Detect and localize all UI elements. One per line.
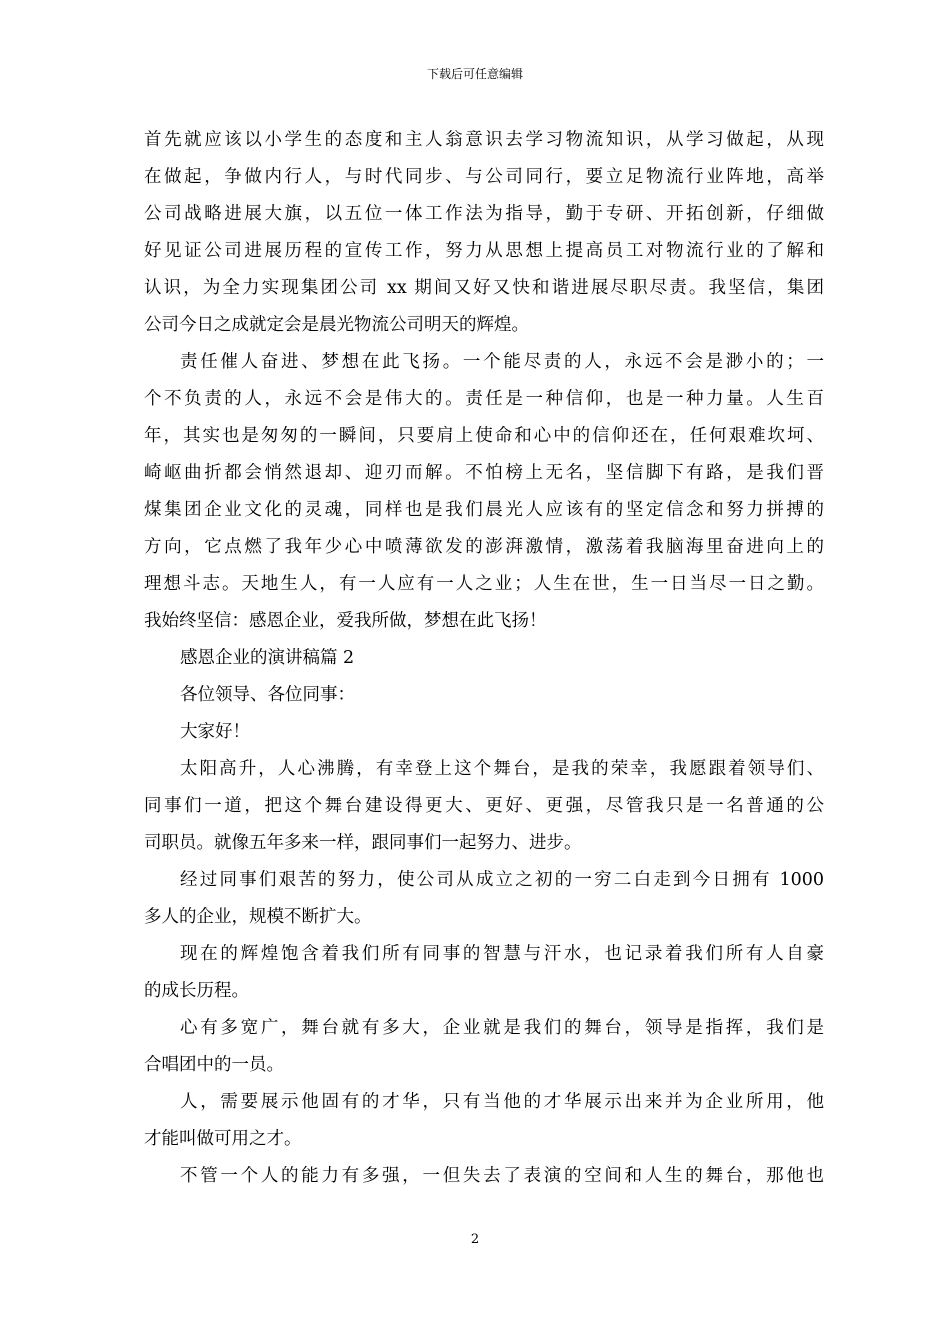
- text-line: 经过同事们艰苦的努力，使公司从成立之初的一穷二白走到今日拥有 1000: [180, 870, 824, 890]
- section-title: 感恩企业的演讲稿篇 2: [180, 648, 355, 668]
- text-line: 首先就应该以小学生的态度和主人翁意识去学习物流知识，从学习做起，从现: [144, 130, 824, 150]
- text-line: 公司战略进展大旗，以五位一体工作法为指导，勤于专研、开拓创新，仔细做: [144, 204, 824, 224]
- text-line: 我始终坚信：感恩企业，爱我所做，梦想在此飞扬！: [144, 611, 547, 631]
- text-line: 责任催人奋进、梦想在此飞扬。一个能尽责的人，永远不会是渺小的；一: [180, 352, 824, 372]
- text-line: 才能叫做可用之才。: [144, 1129, 302, 1149]
- text-line: 方向，它点燃了我年少心中喷薄欲发的澎湃激情，激荡着我脑海里奋进向上的: [144, 537, 824, 557]
- salutation: 各位领导、各位同事：: [180, 685, 355, 705]
- page-number: 2: [470, 1232, 480, 1247]
- text-line: 在做起，争做内行人，与时代同步、与公司同行，要立足物流行业阵地，高举: [144, 167, 824, 187]
- text-line: 个不负责的人，永远不会是伟大的。责任是一种信仰，也是一种力量。人生百: [144, 389, 824, 409]
- text-line: 现在的辉煌饱含着我们所有同事的智慧与汗水，也记录着我们所有人自豪: [180, 944, 824, 964]
- text-line: 心有多宽广，舞台就有多大，企业就是我们的舞台，领导是指挥，我们是: [180, 1018, 824, 1038]
- text-line: 司职员。就像五年多来一样，跟同事们一起努力、进步。: [144, 833, 582, 853]
- text-line: 同事们一道，把这个舞台建设得更大、更好、更强，尽管我只是一名普通的公: [144, 796, 824, 816]
- text-line: 太阳高升，人心沸腾，有幸登上这个舞台，是我的荣幸，我愿跟着领导们、: [180, 759, 824, 779]
- text-line: 公司今日之成就定会是晨光物流公司明天的辉煌。: [144, 315, 529, 335]
- text-line: 理想斗志。天地生人，有一人应有一人之业；人生在世，生一日当尽一日之勤。: [144, 574, 824, 594]
- text-line: 崎岖曲折都会悄然退却、迎刃而解。不怕榜上无名，坚信脚下有路，是我们晋: [144, 463, 824, 483]
- text-line: 认识，为全力实现集团公司 xx 期间又好又快和谐进展尽职尽责。我坚信，集团: [144, 278, 824, 298]
- text-line: 的成长历程。: [144, 981, 249, 1001]
- text-line: 多人的企业，规模不断扩大。: [144, 907, 372, 927]
- page-header: 下载后可任意编辑: [426, 67, 523, 81]
- greeting: 大家好！: [180, 722, 250, 742]
- document-body: [144, 122, 824, 1195]
- text-line: 合唱团中的一员。: [144, 1055, 284, 1075]
- text-line: 好见证公司进展历程的宣传工作，努力从思想上提高员工对物流行业的了解和: [144, 241, 824, 261]
- text-line: 煤集团企业文化的灵魂，同样也是我们晨光人应该有的坚定信念和努力拼搏的: [144, 500, 824, 520]
- text-line: 人，需要展示他固有的才华，只有当他的才华展示出来并为企业所用，他: [180, 1092, 824, 1112]
- text-line: 年，其实也是匆匆的一瞬间，只要肩上使命和心中的信仰还在，任何艰难坎坷、: [144, 426, 824, 446]
- text-line: 不管一个人的能力有多强，一但失去了表演的空间和人生的舞台，那他也: [180, 1166, 824, 1186]
